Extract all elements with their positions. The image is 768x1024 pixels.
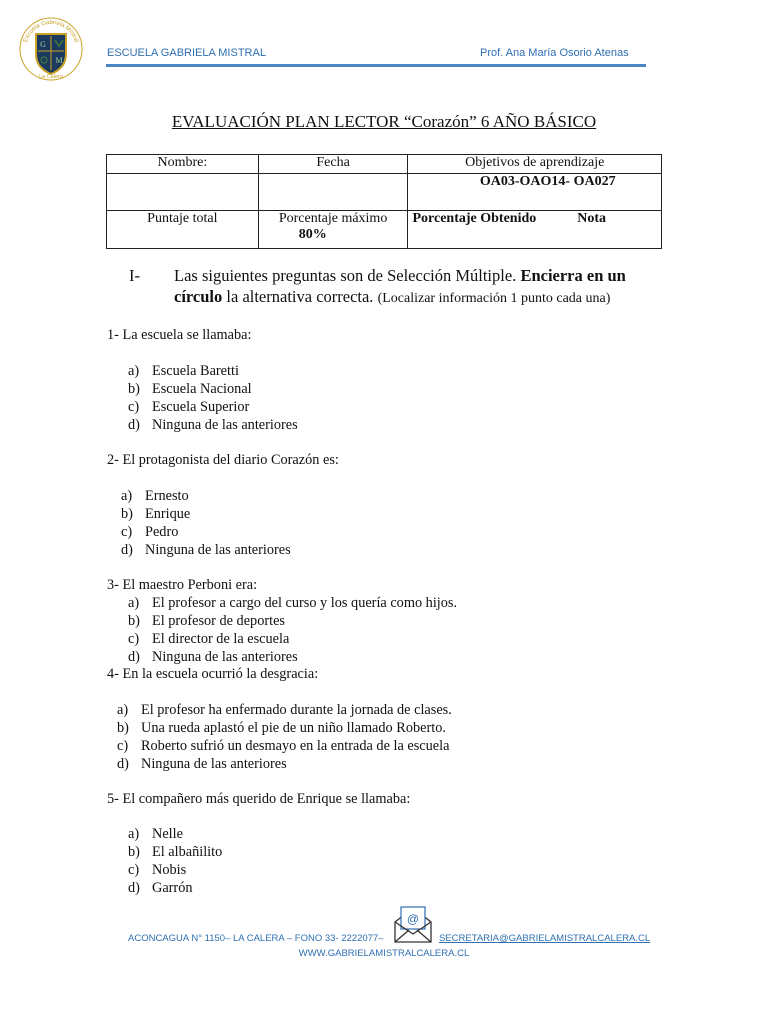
school-crest-icon <box>18 16 84 82</box>
question-2-options <box>121 487 291 559</box>
email-envelope-icon <box>393 904 433 944</box>
school-name: ESCUELA GABRIELA MISTRAL <box>107 47 266 59</box>
question-4: 4- En la escuela ocurrió la desgracia: <box>107 666 319 682</box>
option-4c[interactable]: c) Roberto sufrió un desmayo en la entrada de la escuela <box>117 738 450 754</box>
option-3c[interactable]: c) El director de la escuela <box>128 631 290 647</box>
option-2c[interactable]: c) Pedro <box>121 524 179 540</box>
logo-letter-m: M <box>55 56 63 65</box>
option-5b[interactable]: b) El albañilito <box>128 844 223 860</box>
option-4b[interactable]: b) Una rueda aplastó el pie de un niño llamado Roberto. <box>117 720 446 736</box>
instruction-note: (Localizar información 1 punto cada una) <box>377 291 611 306</box>
option-1d[interactable]: d) Ninguna de las anteriores <box>128 417 298 433</box>
option-1b[interactable]: b) Escuela Nacional <box>128 381 252 397</box>
question-5: 5- El compañero más querido de Enrique se llamaba: <box>107 791 411 807</box>
header-divider <box>106 64 646 67</box>
option-5a[interactable]: a) Nelle <box>128 826 183 842</box>
max-percentage-label: Porcentaje máximo <box>278 211 388 226</box>
option-3a[interactable]: a) El profesor a cargo del curso y los quería como hijos. <box>128 595 458 611</box>
logo-text-top: Escuela Gabriela Mistral <box>22 19 80 44</box>
option-1a[interactable]: a) Escuela Baretti <box>128 363 239 379</box>
option-2b[interactable]: b) Enrique <box>121 506 191 522</box>
school-logo <box>18 16 84 82</box>
date-field[interactable] <box>258 174 408 211</box>
option-5d[interactable]: d) Garrón <box>128 880 193 896</box>
logo-letter-g: G <box>40 40 46 49</box>
footer-address: ACONCAGUA N° 1150– LA CALERA – FONO 33- 2222077– <box>128 933 384 944</box>
option-3d[interactable]: d) Ninguna de las anteriores <box>128 649 298 665</box>
question-3-options <box>128 594 457 666</box>
total-score-label: Puntaje total <box>107 211 259 249</box>
question-2: 2- El protagonista del diario Corazón es: <box>107 452 339 468</box>
option-3b[interactable]: b) El profesor de deportes <box>128 613 285 629</box>
name-field[interactable] <box>107 174 259 211</box>
objectives-label: Objetivos de aprendizaje <box>408 155 662 174</box>
instruction-bold-1: Encierra en un <box>520 266 626 285</box>
obtained-percentage-label: Porcentaje Obtenido <box>412 211 537 226</box>
option-2d[interactable]: d) Ninguna de las anteriores <box>121 542 291 558</box>
student-info-table <box>106 154 662 249</box>
objectives-value: OA03-OAO14- OA027 <box>408 174 662 211</box>
option-4a[interactable]: a) El profesor ha enfermado durante la jornada de clases. <box>117 702 452 718</box>
question-4-options <box>117 701 452 773</box>
logo-text-bottom: La Calera <box>39 74 63 80</box>
option-1c[interactable]: c) Escuela Superior <box>128 399 250 415</box>
name-label: Nombre: <box>107 155 259 174</box>
instruction-text-1: Las siguientes preguntas son de Selección Múltiple. <box>174 266 517 285</box>
teacher-name: Prof. Ana María Osorio Atenas <box>480 47 629 59</box>
question-3: 3- El maestro Perboni era: <box>107 577 258 593</box>
svg-text:@: @ <box>406 912 420 926</box>
section-instructions <box>174 265 666 309</box>
option-4d[interactable]: d) Ninguna de las anteriores <box>117 756 287 772</box>
date-label: Fecha <box>258 155 408 174</box>
footer-email-link[interactable]: SECRETARIA@GABRIELAMISTRALCALERA.CL <box>439 933 651 944</box>
grade-label: Nota <box>577 211 607 226</box>
section-numeral: I- <box>129 266 140 285</box>
question-1: 1- La escuela se llamaba: <box>107 327 252 343</box>
instruction-text-2: la alternativa correcta. <box>226 287 374 306</box>
obtained-cell <box>408 211 662 249</box>
exam-title: EVALUACIÓN PLAN LECTOR “Corazón” 6 AÑO BÁSICO <box>171 112 597 131</box>
max-percentage-cell <box>258 211 408 249</box>
max-percentage-value: 80% <box>298 227 327 242</box>
question-1-options <box>128 362 298 434</box>
footer-website-link[interactable]: WWW.GABRIELAMISTRALCALERA.CL <box>298 948 470 959</box>
instruction-bold-2: círculo <box>174 287 223 306</box>
question-5-options <box>128 825 222 897</box>
option-2a[interactable]: a) Ernesto <box>121 488 189 504</box>
option-5c[interactable]: c) Nobis <box>128 862 187 878</box>
